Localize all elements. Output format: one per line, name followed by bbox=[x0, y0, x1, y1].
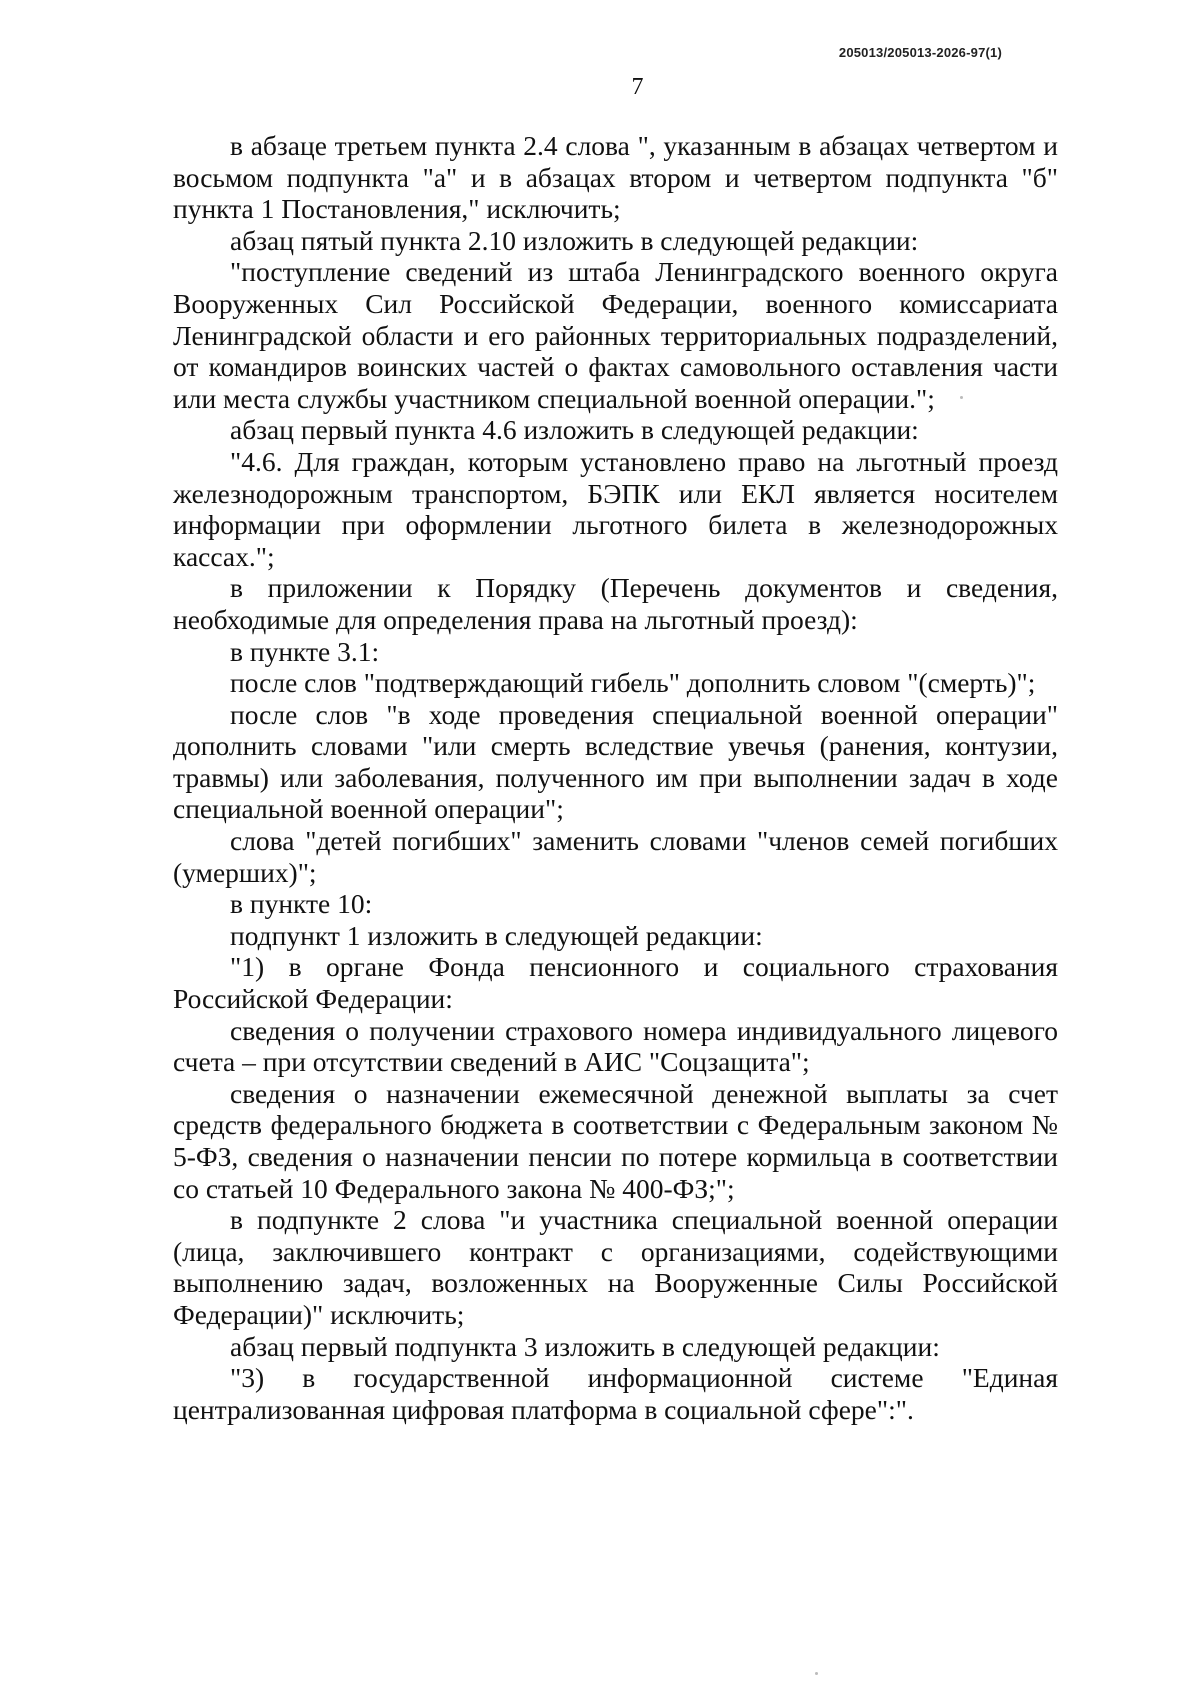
page-number: 7 bbox=[631, 74, 644, 100]
paragraph: абзац первый пункта 4.6 изложить в следующей редакции: bbox=[230, 414, 919, 446]
paragraph: в абзаце третьем пункта 2.4 слова ", указанным в абзацах четвертом и восьмом подпункта "а" и в абзацах втором и четвертом подпункта "б" пункта 1 Постановления," исключить; bbox=[173, 130, 1058, 225]
paragraph: после слов "подтверждающий гибель" дополнить словом "(смерть)"; bbox=[230, 667, 1036, 699]
paragraph: сведения о получении страхового номера индивидуального лицевого счета – при отсутствии сведений в АИС "Соцзащита"; bbox=[173, 1014, 1058, 1078]
paragraph: после слов "в ходе проведения специальной военной операции" дополнить словами "или смерть вследствие увечья (ранения, контузии, травмы) или заболевания, полученного им при выполнении задач в ходе специальной военной операции"; bbox=[173, 698, 1058, 825]
paragraph: слова "детей погибших" заменить словами "членов семей погибших (умерших)"; bbox=[173, 825, 1058, 888]
paragraph: подпункт 1 изложить в следующей редакции: bbox=[230, 919, 763, 951]
paragraph: "поступление сведений из штаба Ленинградского военного округа Вооруженных Сил Российской Федерации, военного комиссариата Ленинградской области и его районных территориальных подразделений, от командиров воинских частей о фактах самовольного оставления части или места службы участником специальной военной операции."; bbox=[173, 256, 1058, 414]
paragraph: в пункте 3.1: bbox=[230, 635, 380, 667]
paragraph: сведения о назначении ежемесячной денежной выплаты за счет средств федерального бюджета в соответствии с Федеральным законом № 5-ФЗ, сведения о назначении пенсии по потере кормильца в соответствии со статьей 10 Федерального закона № 400-ФЗ;"; bbox=[173, 1077, 1058, 1204]
scan-speck bbox=[960, 396, 963, 399]
paragraph: "1) в органе Фонда пенсионного и социального страхования Российской Федерации: bbox=[173, 951, 1058, 1015]
paragraph: абзац первый подпункта 3 изложить в следующей редакции: bbox=[230, 1330, 940, 1362]
paragraph: в пункте 10: bbox=[230, 888, 373, 920]
paragraph: в приложении к Порядку (Перечень документов и сведения, необходимые для определения права на льготный проезд): bbox=[173, 572, 1058, 635]
paragraph: в подпункте 2 слова "и участника специальной военной операции (лица, заключившего контракт с организациями, содействующими выполнению задач, возложенных на Вооруженные Силы Российской Федерации)" исключить; bbox=[173, 1204, 1058, 1330]
paragraph: "4.6. Для граждан, которым установлено право на льготный проезд железнодорожным транспортом, БЭПК или ЕКЛ является носителем информации при оформлении льготного билета в железнодорожных кассах."; bbox=[173, 445, 1058, 572]
paragraph: "3) в государственной информационной системе "Единая централизованная цифровая платформа в социальной сфере":". bbox=[173, 1362, 1058, 1425]
scan-speck bbox=[815, 1672, 818, 1675]
document-registration-number: 205013/205013-2026-97(1) bbox=[838, 45, 1002, 60]
paragraph: абзац пятый пункта 2.10 изложить в следующей редакции: bbox=[230, 224, 919, 256]
document-body bbox=[173, 130, 1058, 1425]
